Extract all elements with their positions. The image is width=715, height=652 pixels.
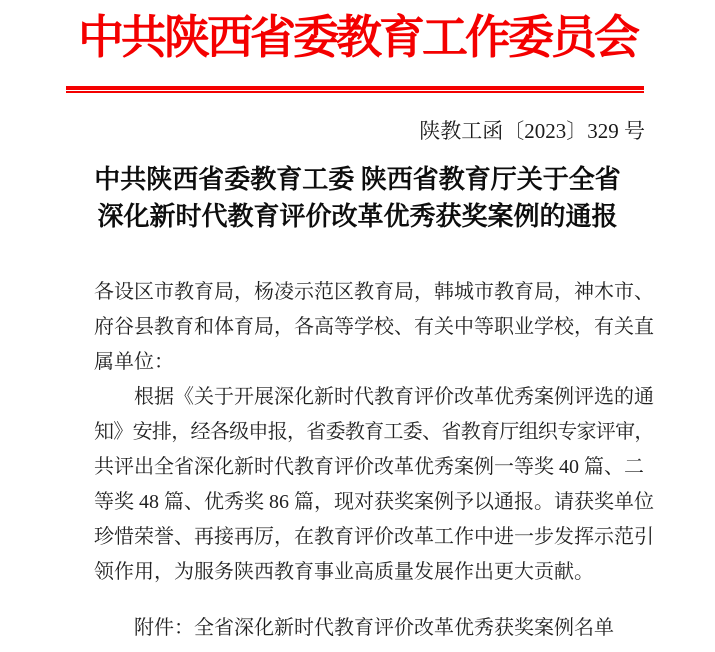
body-line-recipients-1: 各设区市教育局，杨凌示范区教育局，韩城市教育局，神木市、 <box>94 281 654 303</box>
document-title-line-1: 中共陕西省委教育工委 陕西省教育厅关于全省 <box>94 165 621 194</box>
document-title <box>0 161 715 235</box>
body-line-paragraph-5: 珍惜荣誉、再接再厉，在教育评价改革工作中进一步发挥示范引 <box>94 526 654 548</box>
body-line-recipients-3: 属单位： <box>94 351 174 373</box>
body-line-paragraph-3: 共评出全省深化新时代教育评价改革优秀案例一等奖 40 篇、二 <box>94 456 644 478</box>
body-line-paragraph-4: 等奖 48 篇、优秀奖 86 篇，现对获奖案例予以通报。请获奖单位 <box>94 491 654 513</box>
red-separator-rule <box>66 86 644 93</box>
body-line-recipients-2: 府谷县教育和体育局，各高等学校、有关中等职业学校，有关直 <box>94 316 654 338</box>
body-line-paragraph-1: 根据《关于开展深化新时代教育评价改革优秀案例评选的通 <box>134 386 654 408</box>
letterhead-issuer-name: 中共陕西省委教育工作委员会 <box>78 12 637 63</box>
document-title-line-2: 深化新时代教育评价改革优秀获奖案例的通报 <box>97 202 618 231</box>
attachment-note: 附件：全省深化新时代教育评价改革优秀获奖案例名单 <box>134 617 614 639</box>
document-body <box>94 275 660 646</box>
document-reference-number: 陕教工函〔2023〕329 号 <box>419 119 645 143</box>
body-line-paragraph-2: 知》安排，经各级申报，省委教育工委、省教育厅组织专家评审， <box>94 421 654 443</box>
body-line-paragraph-6: 领作用，为服务陕西教育事业高质量发展作出更大贡献。 <box>94 561 594 583</box>
